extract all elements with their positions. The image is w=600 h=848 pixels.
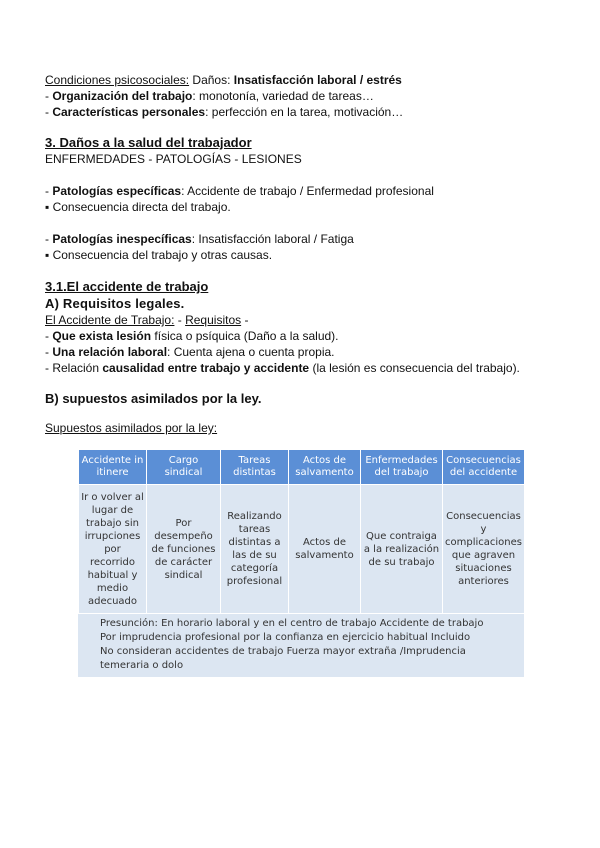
- psico-item-2: - Características personales: perfección en la tarea, motivación…: [45, 105, 404, 119]
- bullet-symbol-icon: [82, 645, 100, 673]
- psico-label: Condiciones psicosociales:: [45, 73, 190, 87]
- section-3-title: 3. Daños a la salud del trabajador: [45, 135, 252, 150]
- psico-bold: Insatisfacción laboral / estrés: [233, 73, 402, 87]
- note-item: [78, 617, 524, 631]
- table-header: Cargo sindical: [147, 450, 221, 485]
- supuestos-table: [78, 449, 525, 614]
- psico-heading-line: [45, 72, 555, 88]
- psico-text: Daños:: [189, 73, 234, 87]
- note-text: Por imprudencia profesional por la confianza en ejercicio habitual Incluido: [100, 632, 471, 643]
- table-cell: Realizando tareas distintas a las de su categoría profesional: [221, 485, 289, 614]
- table-cell: Por desempeño de funciones de carácter sindical: [147, 485, 221, 614]
- requisitos-line: El Accidente de Trabajo: - Requisitos -: [45, 313, 249, 327]
- pat-inespecificas-bullet: ▪ Consecuencia del trabajo y otras causas.: [45, 248, 273, 262]
- section-3-subtitle: ENFERMEDADES - PATOLOGÍAS - LESIONES: [45, 152, 302, 166]
- table-header: Accidente in itinere: [79, 450, 147, 485]
- pat-especificas-bullet: ▪ Consecuencia directa del trabajo.: [45, 200, 231, 214]
- table-header-row: [79, 450, 525, 485]
- bullet-symbol-icon: [82, 631, 100, 645]
- pat-especificas: - Patologías específicas: Accidente de trabajo / Enfermedad profesional: [45, 184, 434, 198]
- note-item: [78, 645, 524, 673]
- subsection-b-title: B) supuestos asimilados por la ley.: [45, 391, 262, 406]
- requisito-2: - Una relación laboral: Cuenta ajena o cuenta propia.: [45, 345, 335, 359]
- table-cell: Que contraiga a la realización de su trabajo: [361, 485, 443, 614]
- table-notes: [78, 614, 524, 677]
- table-caption: Supuestos asimilados por la ley:: [45, 421, 218, 435]
- psico-item-1: - Organización del trabajo: monotonía, variedad de tareas…: [45, 89, 374, 103]
- table-header: Consecuencias del accidente: [443, 450, 525, 485]
- requisito-3: - Relación causalidad entre trabajo y accidente (la lesión es consecuencia del trabajo).: [45, 361, 520, 375]
- section-31-title: 3.1.El accidente de trabajo: [45, 279, 209, 294]
- table-row: [79, 485, 525, 614]
- table-cell: Consecuencias y complicaciones que agraven situaciones anteriores: [443, 485, 525, 614]
- document-page: [45, 72, 555, 436]
- note-text: No consideran accidentes de trabajo Fuerza mayor extraña /Imprudencia temeraria o dolo: [100, 646, 466, 671]
- subsection-a-title: A) Requisitos legales.: [45, 296, 185, 311]
- note-item: [78, 631, 524, 645]
- note-text: Presunción: En horario laboral y en el centro de trabajo Accidente de trabajo: [100, 618, 484, 629]
- table-cell: Ir o volver al lugar de trabajo sin irrupciones por recorrido habitual y medio adecuado: [79, 485, 147, 614]
- pat-inespecificas: - Patologías inespecíficas: Insatisfacción laboral / Fatiga: [45, 232, 354, 246]
- supuestos-table-block: [78, 449, 524, 677]
- bullet-symbol-icon: [82, 617, 100, 631]
- table-header: Tareas distintas: [221, 450, 289, 485]
- table-header: Actos de salvamento: [289, 450, 361, 485]
- requisito-1: - Que exista lesión física o psíquica (Daño a la salud).: [45, 329, 339, 343]
- table-header: Enfermedades del trabajo: [361, 450, 443, 485]
- table-cell: Actos de salvamento: [289, 485, 361, 614]
